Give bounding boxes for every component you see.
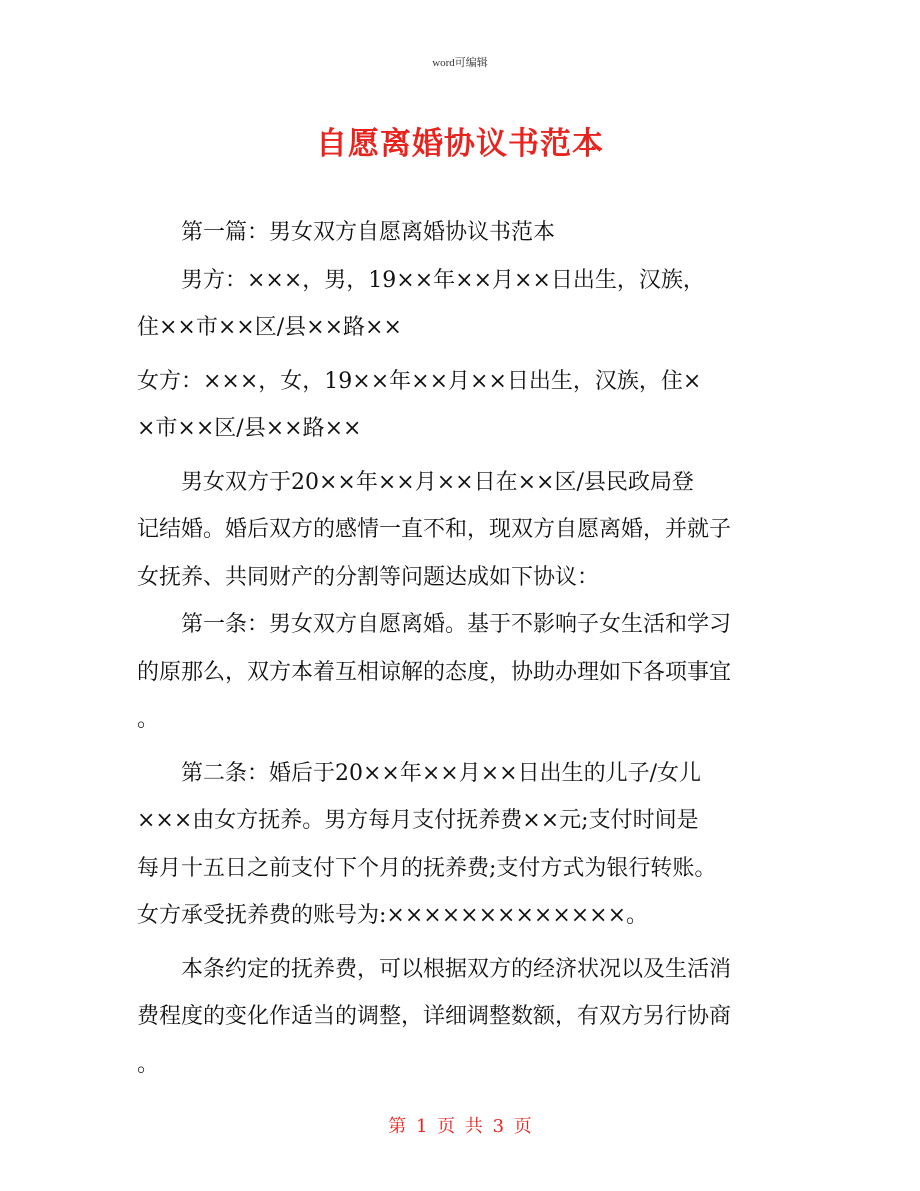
paragraph-line: 记结婚。婚后双方的感情一直不和，现双方自愿离婚，并就子 [137, 517, 732, 542]
paragraph-line: 。 [137, 1051, 160, 1077]
paragraph-line: 女方：×××，女，19××年××月××日出生，汉族，住× [137, 368, 702, 394]
page-footer: 第 1 页 共 3 页 [388, 1116, 532, 1137]
paragraph-line: 女抚养、共同财产的分割等问题达成如下协议： [137, 564, 600, 590]
paragraph-line: 男方：×××，男，19××年××月××日出生，汉族， [181, 267, 705, 293]
paragraph-line: 住××市××区/县××路×× [137, 315, 402, 340]
paragraph-line: 男女双方于20××年××月××日在××区/县民政局登 [181, 469, 694, 495]
document-body [137, 209, 785, 1088]
paragraph-line: 第二条：婚后于20××年××月××日出生的儿子/女儿 [181, 760, 702, 786]
section-heading: 第一篇：男女双方自愿离婚协议书范本 [181, 220, 556, 245]
paragraph-line: 第一条：男女双方自愿离婚。基于不影响子女生活和学习 [181, 612, 732, 637]
paragraph-line: 本条约定的抚养费，可以根据双方的经济状况以及生活消 [181, 956, 732, 982]
paragraph-line: ×市××区/县××路×× [137, 416, 362, 441]
paragraph-line: 每月十五日之前支付下个月的抚养费;支付方式为银行转账。 [137, 855, 717, 881]
paragraph-line: 的原那么，双方本着互相谅解的态度，协助办理如下各项事宜 [137, 659, 732, 685]
document-title: 自愿离婚协议书范本 [316, 126, 604, 162]
header-note: word可编辑 [432, 57, 488, 69]
paragraph-line: 费程度的变化作适当的调整，详细调整数额，有双方另行协商 [137, 1004, 732, 1029]
paragraph-line: ×××由女方抚养。男方每月支付抚养费××元;支付时间是 [137, 808, 699, 833]
paragraph-line: 。 [137, 707, 160, 732]
paragraph-line: 女方承受抚养费的账号为:×××××××××××××。 [137, 903, 649, 928]
